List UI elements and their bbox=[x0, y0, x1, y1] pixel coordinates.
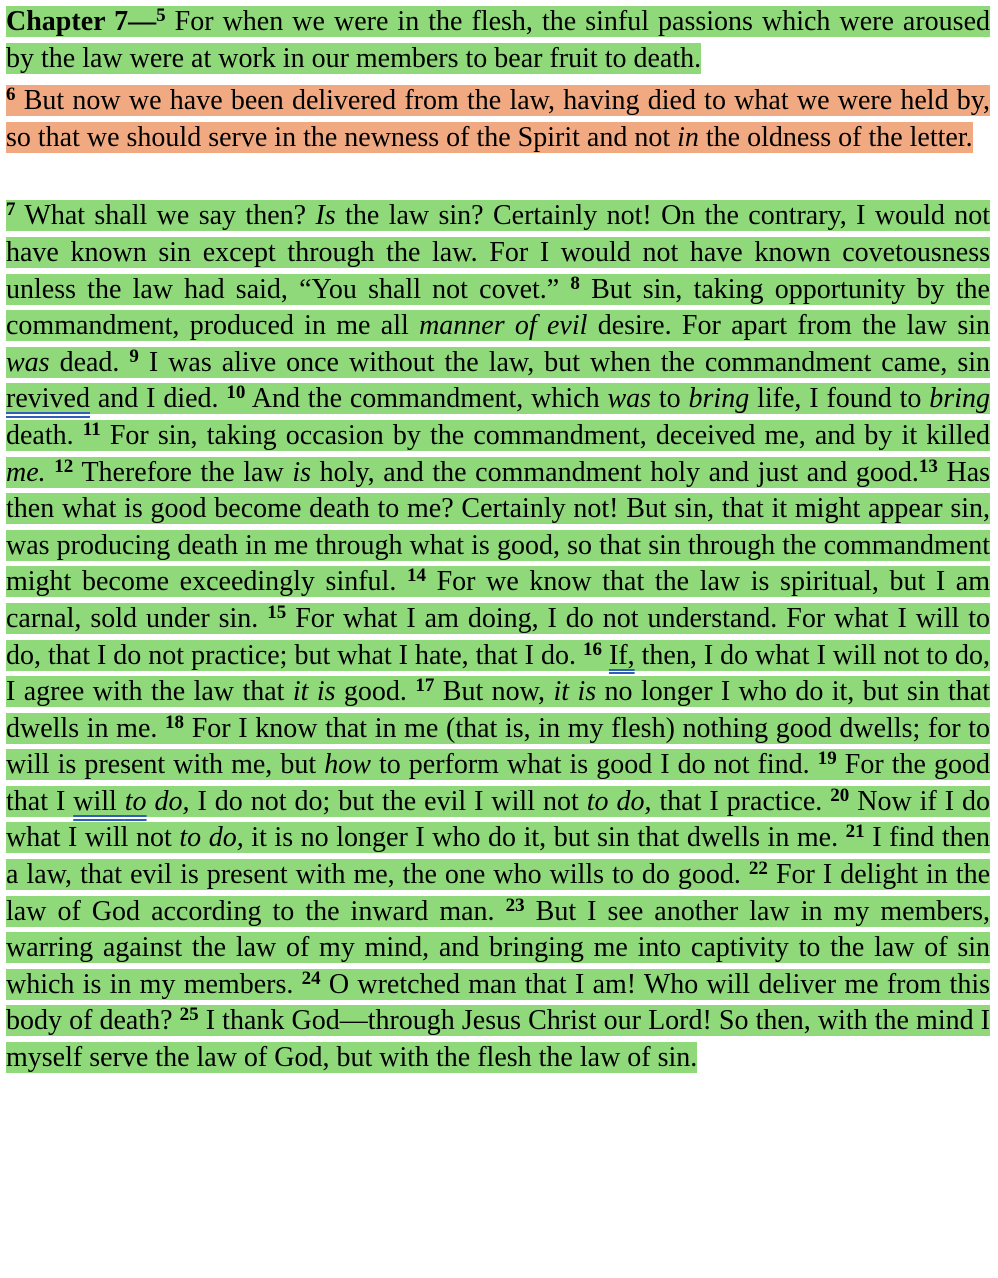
underlined-word: will bbox=[73, 785, 125, 817]
verse-number: 8 bbox=[570, 272, 580, 294]
verse-text: But I see another law in my members, warring against the law of my mind, and bringing me into captivity to the law of sin which is in my members. bbox=[6, 895, 990, 1000]
italic-word: do, bbox=[146, 785, 190, 817]
verse-number: 15 bbox=[267, 601, 287, 623]
verse-text: holy, and the commandment holy and just and good. bbox=[311, 456, 919, 488]
verse-text: to bbox=[651, 383, 689, 415]
verse-text: For I delight in the law of God according to the inward man. bbox=[6, 859, 991, 927]
verse-number: 7 bbox=[6, 199, 16, 221]
italic-word: it is bbox=[292, 676, 336, 708]
verse-text: I thank God—through Jesus Christ our Lord! So then, with the mind I myself serve the law of God, but with the flesh the law of sin. bbox=[6, 1005, 991, 1074]
paragraph-verse-5 bbox=[6, 4, 990, 77]
verse-text: it is no longer I who do it, but sin that dwells in me. bbox=[243, 822, 846, 854]
chapter-heading: Chapter 7— bbox=[6, 6, 157, 37]
verse-text: But sin, taking opportunity by the commandment, produced in me all bbox=[6, 273, 990, 342]
verse-number: 18 bbox=[165, 711, 185, 733]
verse-text: that I practice. bbox=[651, 785, 831, 817]
verse-number: 11 bbox=[82, 418, 101, 440]
document-page bbox=[6, 4, 990, 1077]
italic-word: how bbox=[324, 749, 371, 781]
verse-text: the oldness of the letter. bbox=[698, 121, 973, 153]
verse-text: dead. bbox=[49, 346, 130, 378]
verse-text: I find then a law, that evil is present with me, the one who wills to do good. bbox=[6, 822, 991, 891]
verse-text: and I died. bbox=[89, 383, 227, 415]
verse-number: 24 bbox=[301, 967, 321, 989]
verse-text: Has then what is good become death to me? Certainly not! But sin, that it might appear sin, was producing death in me through what is good, so that sin through the commandment might become exceedingly sinful. bbox=[6, 456, 991, 598]
verse-number: 10 bbox=[226, 382, 246, 404]
verse-text: O wretched man that I am! Who will deliver me from this body of death? bbox=[6, 968, 990, 1037]
italic-word: it is bbox=[553, 676, 597, 708]
underlined-word: If, bbox=[608, 639, 635, 671]
paragraph-verses-7-25 bbox=[6, 198, 990, 1076]
italic-word: in bbox=[677, 121, 699, 153]
verse-text: For the good that I bbox=[6, 749, 991, 817]
verse-text: I was alive once without the law, but when the commandment came, sin bbox=[148, 346, 990, 378]
verse-number: 14 bbox=[406, 565, 426, 587]
verse-number: 23 bbox=[505, 894, 525, 916]
verse-text: What shall we say then? bbox=[24, 200, 316, 232]
verse-text: For I know that in me (that is, in my flesh) nothing good dwells; for to will is present with me, but bbox=[6, 712, 991, 781]
verse-number: 25 bbox=[179, 1004, 199, 1026]
italic-word: bring bbox=[929, 383, 990, 415]
verse-text: life, I found to bbox=[749, 383, 930, 415]
verse-number: 19 bbox=[817, 748, 837, 770]
verse-text: Now if I do what I will not bbox=[6, 785, 990, 854]
verse-text: death. bbox=[6, 419, 83, 451]
verse-number: 21 bbox=[845, 821, 865, 843]
spacer bbox=[6, 156, 990, 198]
verse-number: 16 bbox=[582, 638, 602, 660]
verse-number: 17 bbox=[415, 675, 435, 697]
verse-number: 13 bbox=[918, 455, 938, 477]
italic-word: bring bbox=[688, 383, 750, 415]
italic-word: me. bbox=[6, 456, 46, 488]
italic-word: to do, bbox=[179, 822, 244, 854]
verse-text: no longer I who do it, but sin that dwells in me. bbox=[6, 676, 991, 744]
italic-word: was bbox=[607, 383, 652, 415]
verse-number: 20 bbox=[830, 784, 850, 806]
paragraph-verse-6 bbox=[6, 83, 990, 156]
verse-number: 22 bbox=[748, 858, 768, 880]
italic-word: to do, bbox=[586, 785, 652, 817]
verse-text: For we know that the law is spiritual, but I am carnal, sold under sin. bbox=[6, 566, 991, 634]
italic-word: Is bbox=[315, 200, 336, 232]
verse-text: the law sin? Certainly not! On the contrary, I would not have known sin except through the law. For I would not have known covetousness unless the law had said, “You shall not covet.” bbox=[6, 200, 991, 305]
verse-text: I do not do; but the evil I will not bbox=[189, 785, 587, 817]
verse-text: then, I do what I will not to do, I agree with the law that bbox=[6, 639, 991, 708]
italic-word: was bbox=[6, 346, 50, 378]
verse-text: And the commandment, which bbox=[251, 383, 608, 415]
verse-text: good. bbox=[335, 676, 416, 708]
verse-text: to perform what is good I do not find. bbox=[370, 749, 818, 781]
verse-number: 9 bbox=[129, 345, 139, 367]
verse-text: For when we were in the flesh, the sinful passions which were aroused by the law were at work in our members to bear fruit to death. bbox=[6, 6, 990, 74]
verse-text: But now, bbox=[442, 676, 554, 708]
verse-text: desire. For apart from the law sin bbox=[587, 310, 990, 342]
verse-number: 12 bbox=[54, 455, 74, 477]
italic-word: manner of evil bbox=[419, 310, 588, 342]
verse-text: For sin, taking occasion by the commandment, deceived me, and by it killed bbox=[109, 419, 991, 451]
underlined-word: revived bbox=[6, 383, 90, 415]
italic-word: is bbox=[292, 456, 312, 488]
verse-text bbox=[46, 457, 55, 488]
verse-number: 6 bbox=[6, 84, 16, 106]
underlined-italic-word: to bbox=[124, 785, 147, 817]
verse-text: Therefore the law bbox=[81, 456, 293, 488]
verse-text: But now we have been delivered from the law, having died to what we were held by, so that we should serve in the newness of the Spirit and not bbox=[6, 85, 990, 153]
verse-number: 5 bbox=[156, 5, 166, 26]
verse-text: For what I am doing, I do not understand. For what I will to do, that I do not practice; but what I hate, that I do. bbox=[6, 602, 990, 671]
